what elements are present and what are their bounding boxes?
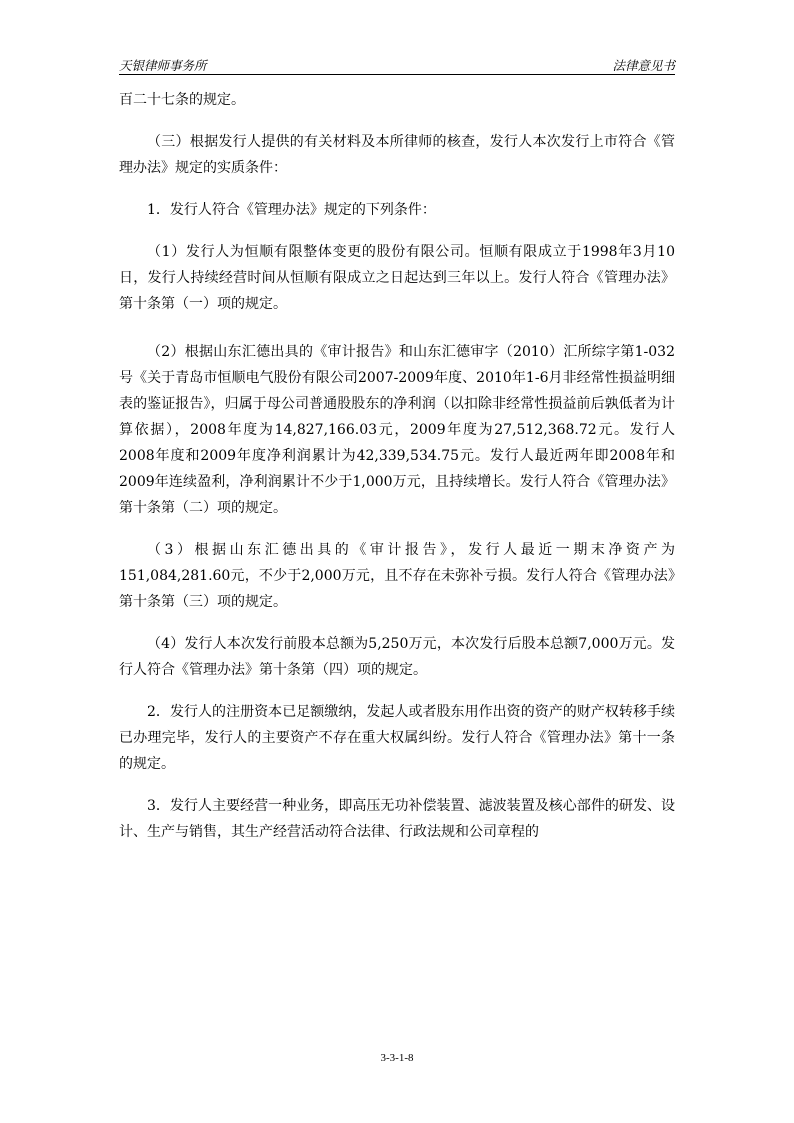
header-doc-title: 法律意见书 — [612, 58, 675, 73]
paragraph-subitem-2: （2）根据山东汇德出具的《审计报告》和山东汇德审字（2010）汇所综字第1-032号《关于青岛市恒顺电气股份有限公司2007-2009年度、2010年1-6月非经常性损益明细表的鉴证报告》，归属于母公司普通股股东的净利润（以扣除非经常性损益前后孰低者为计算依据），2008年度为14,827,166.03元，2009年度为27,512,368.72元。发行人2008年度和2009年度净利润累计为42,339,534.75元。发行人最近两年即2008年和2009年连续盈利，净利润累计不少于1,000万元，且持续增长。发行人符合《管理办法》第十条第（二）项的规定。 — [119, 344, 675, 516]
page-header — [119, 52, 675, 75]
paragraph-section-3: （三）根据发行人提供的有关材料及本所律师的核查，发行人本次发行上市符合《管理办法》规定的实质条件： — [119, 134, 675, 176]
paragraph-item-1: 1．发行人符合《管理办法》规定的下列条件： — [147, 202, 436, 218]
paragraph-subitem-3: （3）根据山东汇德出具的《审计报告》，发行人最近一期末净资产为151,084,281.60元，不少于2,000万元，且不存在未弥补亏损。发行人符合《管理办法》第十条第（三）项的规定。 — [119, 542, 675, 610]
paragraph-continuation: 百二十七条的规定。 — [119, 92, 245, 108]
paragraph-item-3: 3．发行人主要经营一种业务，即高压无功补偿装置、滤波装置及核心部件的研发、设计、生产与销售，其生产经营活动符合法律、行政法规和公司章程的 — [119, 798, 675, 840]
paragraph-item-2: 2．发行人的注册资本已足额缴纳，发起人或者股东用作出资的资产的财产权转移手续已办理完毕，发行人的主要资产不存在重大权属纠纷。发行人符合《管理办法》第十一条的规定。 — [119, 704, 675, 772]
paragraph-subitem-4: （4）发行人本次发行前股本总额为5,250万元，本次发行后股本总额7,000万元。发行人符合《管理办法》第十条第（四）项的规定。 — [119, 636, 675, 678]
paragraph-subitem-1: （1）发行人为恒顺有限整体变更的股份有限公司。恒顺有限成立于1998年3月10日，发行人持续经营时间从恒顺有限成立之日起达到三年以上。发行人符合《管理办法》第十条第（一）项的规定。 — [119, 244, 675, 312]
page-number: 3-3-1-8 — [380, 1052, 414, 1064]
header-firm-name: 天银律师事务所 — [119, 58, 207, 73]
document-body — [119, 87, 675, 845]
